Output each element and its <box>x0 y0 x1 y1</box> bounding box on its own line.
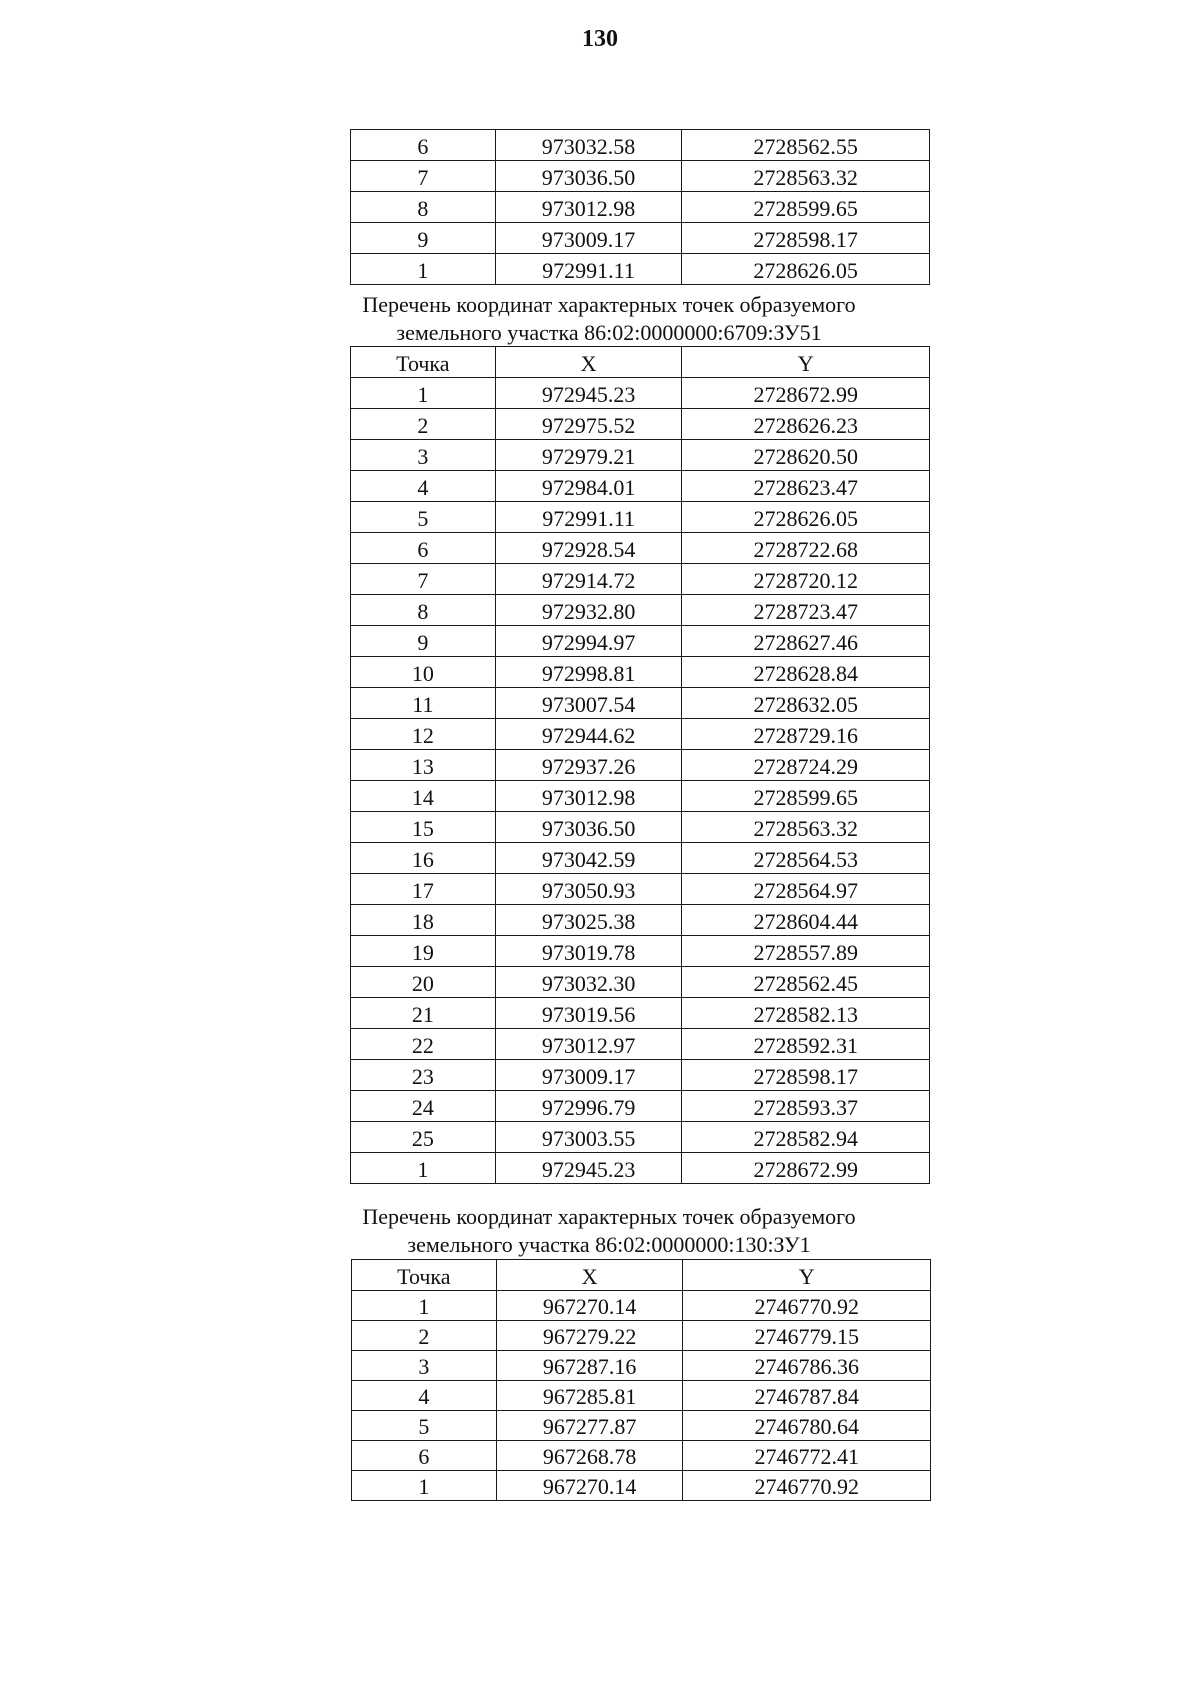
x-coordinate-cell: 972991.11 <box>495 254 682 285</box>
x-coordinate-cell: 972975.52 <box>495 409 682 440</box>
point-cell: 9 <box>351 626 496 657</box>
x-coordinate-cell: 972937.26 <box>495 750 682 781</box>
point-cell: 7 <box>351 161 496 192</box>
header-y: Y <box>683 1260 931 1291</box>
table-row <box>352 1441 931 1471</box>
table-row <box>351 998 930 1029</box>
point-cell: 20 <box>351 967 496 998</box>
point-cell: 1 <box>351 254 496 285</box>
point-cell: 1 <box>352 1291 497 1321</box>
x-coordinate-cell: 973003.55 <box>495 1122 682 1153</box>
y-coordinate-cell: 2746770.92 <box>683 1291 931 1321</box>
y-coordinate-cell: 2728564.53 <box>682 843 930 874</box>
y-coordinate-cell: 2728627.46 <box>682 626 930 657</box>
x-coordinate-cell: 973019.56 <box>495 998 682 1029</box>
x-coordinate-cell: 973009.17 <box>495 223 682 254</box>
section-2-caption <box>0 1203 1200 1259</box>
y-coordinate-cell: 2728729.16 <box>682 719 930 750</box>
table-row <box>351 378 930 409</box>
section-2-caption-line1: Перечень координат характерных точек образуемого <box>362 1204 856 1229</box>
point-cell: 5 <box>352 1411 497 1441</box>
x-coordinate-cell: 967270.14 <box>496 1471 683 1501</box>
coordinates-table-continuation <box>350 129 930 285</box>
point-cell: 1 <box>351 1153 496 1184</box>
x-coordinate-cell: 973012.98 <box>495 192 682 223</box>
x-coordinate-cell: 972928.54 <box>495 533 682 564</box>
y-coordinate-cell: 2728593.37 <box>682 1091 930 1122</box>
y-coordinate-cell: 2728672.99 <box>682 1153 930 1184</box>
point-cell: 1 <box>352 1471 497 1501</box>
x-coordinate-cell: 973042.59 <box>495 843 682 874</box>
section-1-caption <box>0 291 1200 347</box>
table-row <box>352 1471 931 1501</box>
point-cell: 18 <box>351 905 496 936</box>
table-row <box>351 750 930 781</box>
x-coordinate-cell: 973036.50 <box>495 161 682 192</box>
section-2-caption-line2: земельного участка 86:02:0000000:130:ЗУ1 <box>407 1232 811 1257</box>
y-coordinate-cell: 2746780.64 <box>683 1411 931 1441</box>
point-cell: 15 <box>351 812 496 843</box>
y-coordinate-cell: 2746772.41 <box>683 1441 931 1471</box>
y-coordinate-cell: 2746779.15 <box>683 1321 931 1351</box>
x-coordinate-cell: 973032.30 <box>495 967 682 998</box>
y-coordinate-cell: 2728599.65 <box>682 192 930 223</box>
point-cell: 23 <box>351 1060 496 1091</box>
point-cell: 8 <box>351 595 496 626</box>
point-cell: 2 <box>351 409 496 440</box>
x-coordinate-cell: 967277.87 <box>496 1411 683 1441</box>
y-coordinate-cell: 2728563.32 <box>682 812 930 843</box>
table-row <box>351 595 930 626</box>
y-coordinate-cell: 2728604.44 <box>682 905 930 936</box>
point-cell: 11 <box>351 688 496 719</box>
point-cell: 4 <box>352 1381 497 1411</box>
point-cell: 17 <box>351 874 496 905</box>
point-cell: 8 <box>351 192 496 223</box>
y-coordinate-cell: 2728557.89 <box>682 936 930 967</box>
section-1-caption-line1: Перечень координат характерных точек образуемого <box>362 292 856 317</box>
x-coordinate-cell: 972998.81 <box>495 657 682 688</box>
table-row <box>351 533 930 564</box>
table-row <box>352 1291 931 1321</box>
y-coordinate-cell: 2728598.17 <box>682 1060 930 1091</box>
x-coordinate-cell: 972932.80 <box>495 595 682 626</box>
y-coordinate-cell: 2728562.55 <box>682 130 930 161</box>
table-header-row <box>351 347 930 378</box>
x-coordinate-cell: 972944.62 <box>495 719 682 750</box>
x-coordinate-cell: 972914.72 <box>495 564 682 595</box>
table-header-row <box>352 1260 931 1291</box>
x-coordinate-cell: 973012.97 <box>495 1029 682 1060</box>
table-row <box>352 1381 931 1411</box>
y-coordinate-cell: 2728626.05 <box>682 502 930 533</box>
point-cell: 12 <box>351 719 496 750</box>
point-cell: 6 <box>351 533 496 564</box>
table-row <box>351 471 930 502</box>
table-row <box>351 781 930 812</box>
x-coordinate-cell: 972945.23 <box>495 378 682 409</box>
point-cell: 6 <box>351 130 496 161</box>
table-row <box>351 967 930 998</box>
y-coordinate-cell: 2728632.05 <box>682 688 930 719</box>
table-row <box>351 440 930 471</box>
table-row <box>351 874 930 905</box>
x-coordinate-cell: 973009.17 <box>495 1060 682 1091</box>
y-coordinate-cell: 2728562.45 <box>682 967 930 998</box>
header-point: Точка <box>352 1260 497 1291</box>
table-row <box>351 657 930 688</box>
header-x: X <box>496 1260 683 1291</box>
point-cell: 14 <box>351 781 496 812</box>
x-coordinate-cell: 967287.16 <box>496 1351 683 1381</box>
x-coordinate-cell: 972984.01 <box>495 471 682 502</box>
point-cell: 25 <box>351 1122 496 1153</box>
x-coordinate-cell: 972996.79 <box>495 1091 682 1122</box>
table-row <box>351 1091 930 1122</box>
point-cell: 21 <box>351 998 496 1029</box>
x-coordinate-cell: 973019.78 <box>495 936 682 967</box>
table-row <box>352 1321 931 1351</box>
y-coordinate-cell: 2728599.65 <box>682 781 930 812</box>
y-coordinate-cell: 2728582.94 <box>682 1122 930 1153</box>
point-cell: 13 <box>351 750 496 781</box>
table-row <box>351 130 930 161</box>
table-row <box>351 843 930 874</box>
table-row <box>351 688 930 719</box>
y-coordinate-cell: 2746786.36 <box>683 1351 931 1381</box>
y-coordinate-cell: 2746787.84 <box>683 1381 931 1411</box>
y-coordinate-cell: 2728592.31 <box>682 1029 930 1060</box>
table-row <box>351 409 930 440</box>
table-row <box>351 936 930 967</box>
table-row <box>351 626 930 657</box>
x-coordinate-cell: 973007.54 <box>495 688 682 719</box>
y-coordinate-cell: 2728582.13 <box>682 998 930 1029</box>
header-y: Y <box>682 347 930 378</box>
table-row <box>351 1122 930 1153</box>
y-coordinate-cell: 2728672.99 <box>682 378 930 409</box>
x-coordinate-cell: 967268.78 <box>496 1441 683 1471</box>
table-row <box>351 502 930 533</box>
y-coordinate-cell: 2728598.17 <box>682 223 930 254</box>
x-coordinate-cell: 972979.21 <box>495 440 682 471</box>
point-cell: 24 <box>351 1091 496 1122</box>
x-coordinate-cell: 973032.58 <box>495 130 682 161</box>
section-1-caption-line2: земельного участка 86:02:0000000:6709:ЗУ51 <box>396 320 822 345</box>
point-cell: 2 <box>352 1321 497 1351</box>
y-coordinate-cell: 2746770.92 <box>683 1471 931 1501</box>
point-cell: 3 <box>351 440 496 471</box>
y-coordinate-cell: 2728628.84 <box>682 657 930 688</box>
x-coordinate-cell: 973012.98 <box>495 781 682 812</box>
y-coordinate-cell: 2728720.12 <box>682 564 930 595</box>
y-coordinate-cell: 2728564.97 <box>682 874 930 905</box>
page-number: 130 <box>582 26 618 52</box>
point-cell: 19 <box>351 936 496 967</box>
table-row <box>351 812 930 843</box>
point-cell: 22 <box>351 1029 496 1060</box>
point-cell: 4 <box>351 471 496 502</box>
header-x: X <box>495 347 682 378</box>
y-coordinate-cell: 2728626.23 <box>682 409 930 440</box>
table-row <box>351 719 930 750</box>
y-coordinate-cell: 2728620.50 <box>682 440 930 471</box>
table-row <box>351 223 930 254</box>
y-coordinate-cell: 2728724.29 <box>682 750 930 781</box>
table-row <box>351 905 930 936</box>
point-cell: 5 <box>351 502 496 533</box>
x-coordinate-cell: 973050.93 <box>495 874 682 905</box>
x-coordinate-cell: 973025.38 <box>495 905 682 936</box>
point-cell: 6 <box>352 1441 497 1471</box>
coordinates-table-zu51 <box>350 346 930 1184</box>
point-cell: 16 <box>351 843 496 874</box>
header-point: Точка <box>351 347 496 378</box>
point-cell: 7 <box>351 564 496 595</box>
y-coordinate-cell: 2728722.68 <box>682 533 930 564</box>
x-coordinate-cell: 967270.14 <box>496 1291 683 1321</box>
table-row <box>351 254 930 285</box>
point-cell: 1 <box>351 378 496 409</box>
table-row <box>351 1153 930 1184</box>
x-coordinate-cell: 972945.23 <box>495 1153 682 1184</box>
x-coordinate-cell: 973036.50 <box>495 812 682 843</box>
y-coordinate-cell: 2728723.47 <box>682 595 930 626</box>
table-row <box>352 1351 931 1381</box>
table-row <box>351 1060 930 1091</box>
point-cell: 10 <box>351 657 496 688</box>
y-coordinate-cell: 2728623.47 <box>682 471 930 502</box>
point-cell: 3 <box>352 1351 497 1381</box>
point-cell: 9 <box>351 223 496 254</box>
coordinates-table-zu1 <box>351 1259 931 1501</box>
table-row <box>351 161 930 192</box>
table-row <box>351 564 930 595</box>
table-row <box>351 192 930 223</box>
x-coordinate-cell: 967279.22 <box>496 1321 683 1351</box>
y-coordinate-cell: 2728626.05 <box>682 254 930 285</box>
table-row <box>351 1029 930 1060</box>
table-row <box>352 1411 931 1441</box>
x-coordinate-cell: 967285.81 <box>496 1381 683 1411</box>
x-coordinate-cell: 972991.11 <box>495 502 682 533</box>
x-coordinate-cell: 972994.97 <box>495 626 682 657</box>
y-coordinate-cell: 2728563.32 <box>682 161 930 192</box>
